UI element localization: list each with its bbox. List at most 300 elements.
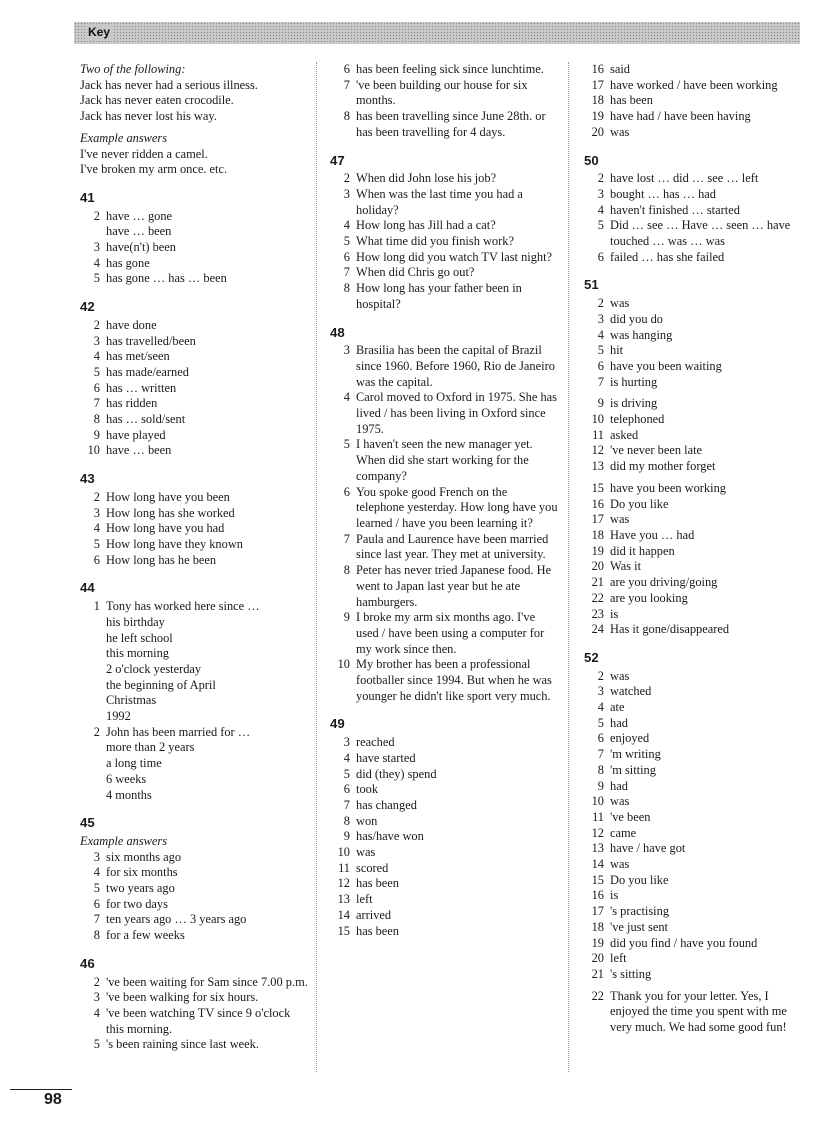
answer-item [330, 876, 558, 892]
answer-text: How long has he been [106, 552, 217, 567]
answer-number: 4 [93, 865, 100, 880]
answer-item [584, 396, 810, 412]
answer-text: has … written [106, 380, 177, 395]
answer-text: 6 weeks [106, 771, 147, 786]
answer-number: 4 [93, 1005, 100, 1020]
answer-text: 've been [610, 809, 651, 824]
answer-number: 3 [93, 990, 100, 1005]
answer-item [584, 62, 810, 78]
answer-number: 7 [597, 747, 604, 762]
answer-item [80, 224, 308, 240]
answer-number: 2 [93, 974, 100, 989]
answer-number: 6 [93, 896, 100, 911]
answer-item [80, 537, 308, 553]
answer-text: My brother has been a professional footballer since 1994. But when he was younger he didn't like sport very much. [356, 657, 552, 703]
answer-item [584, 857, 810, 873]
answer-item [330, 532, 558, 563]
answer-item [584, 904, 810, 920]
answer-text: for two days [106, 896, 168, 911]
answer-text: Thank you for your letter. Yes, I enjoyed the time you spent with me very much. We had some good fun! [610, 988, 787, 1035]
answer-item [584, 951, 810, 967]
answer-number: 10 [591, 412, 604, 427]
answer-item [80, 631, 308, 647]
answer-item [584, 731, 810, 747]
answer-item [330, 234, 558, 250]
answer-text: has gone … has … been [106, 271, 227, 286]
answer-text: 's sitting [610, 966, 652, 981]
answer-item [584, 936, 810, 952]
answer-number: 5 [343, 234, 350, 249]
answer-item [80, 740, 308, 756]
answer-text: came [610, 825, 637, 840]
answer-text: watched [610, 684, 652, 699]
answer-item [330, 782, 558, 798]
answer-text: arrived [356, 907, 392, 922]
answer-line: I've broken my arm once. etc. [80, 162, 228, 177]
answer-item [80, 412, 308, 428]
exercise-number: 46 [80, 955, 95, 971]
answer-item [584, 343, 810, 359]
exercise-instruction: Example answers [80, 833, 168, 848]
answer-item [80, 850, 308, 866]
answer-text: scored [356, 860, 389, 875]
exercise-number: 49 [330, 716, 345, 732]
answer-item [584, 763, 810, 779]
answer-text: Tony has worked here since … [106, 599, 260, 614]
answer-number: 2 [93, 724, 100, 739]
answer-item [80, 1006, 308, 1037]
answer-item [80, 334, 308, 350]
answer-number: 11 [592, 427, 604, 442]
answer-number: 3 [93, 505, 100, 520]
answer-number: 9 [343, 610, 350, 625]
answer-text: haven't finished … started [610, 202, 740, 217]
answer-number [80, 646, 106, 662]
answer-number: 6 [597, 731, 604, 746]
answer-number: 4 [93, 521, 100, 536]
answer-item [584, 873, 810, 889]
answer-item [80, 318, 308, 334]
answer-text: has/have won [356, 829, 424, 844]
answer-item [584, 481, 810, 497]
answer-text: reached [356, 735, 395, 750]
answer-number: 10 [87, 443, 100, 458]
answer-number: 11 [338, 860, 350, 875]
answer-item [584, 428, 810, 444]
answer-number: 8 [343, 813, 350, 828]
answer-text: has … sold/sent [106, 412, 186, 427]
answer-item [584, 826, 810, 842]
answer-item [584, 459, 810, 475]
answer-number: 22 [591, 590, 604, 605]
answer-text: said [610, 62, 630, 76]
answer-text: have had / have been having [610, 109, 751, 124]
answer-item [584, 779, 810, 795]
answer-text: did you find / have you found [610, 935, 758, 950]
answer-text: has met/seen [106, 349, 170, 364]
answer-item [584, 187, 810, 203]
answer-number [80, 693, 106, 709]
answer-text: 've been waiting for Sam since 7.00 p.m. [106, 974, 308, 989]
answer-item [330, 62, 558, 78]
answer-text: has gone [106, 255, 150, 270]
answer-text: have started [356, 750, 416, 765]
answer-item [584, 512, 810, 528]
answer-number [80, 772, 106, 788]
answer-number: 4 [93, 349, 100, 364]
answer-number [80, 740, 106, 756]
answer-item [584, 607, 810, 623]
answer-text: have / have got [610, 841, 686, 856]
exercise-number: 48 [330, 324, 345, 340]
answer-item [330, 892, 558, 908]
answer-item [330, 908, 558, 924]
header-band [74, 22, 800, 44]
answer-item [80, 506, 308, 522]
answer-text: have you been working [610, 480, 726, 495]
answer-number [80, 678, 106, 694]
answer-number: 3 [343, 186, 350, 201]
answer-text: enjoyed [610, 731, 650, 746]
answer-text: are you looking [610, 590, 688, 605]
answer-item [330, 845, 558, 861]
answer-number: 8 [93, 928, 100, 943]
answer-number [80, 615, 106, 631]
answer-number: 3 [93, 240, 100, 255]
answer-text: did (they) spend [356, 766, 437, 781]
answer-text: failed … has she failed [610, 249, 725, 264]
answer-text: for a few weeks [106, 928, 185, 943]
answer-number: 14 [591, 857, 604, 872]
answer-text: have(n't) been [106, 240, 176, 255]
answer-text: have … gone [106, 208, 173, 223]
answer-item [584, 412, 810, 428]
answer-number: 15 [591, 872, 604, 887]
answer-number: 2 [93, 208, 100, 223]
answer-text: Has it gone/disappeared [610, 622, 730, 637]
answer-item [584, 575, 810, 591]
answer-item [584, 125, 810, 141]
page-number-rule [10, 1089, 72, 1090]
answer-text: hit [610, 343, 624, 358]
answer-number: 21 [591, 966, 604, 981]
answer-text: 4 months [106, 787, 152, 802]
answer-item [584, 841, 810, 857]
answer-text: asked [610, 427, 639, 442]
answer-item [330, 798, 558, 814]
answer-item [80, 428, 308, 444]
answer-number: 5 [93, 1037, 100, 1052]
answer-number: 9 [597, 778, 604, 793]
answer-item [330, 109, 558, 140]
answer-number: 5 [93, 271, 100, 286]
answer-number: 2 [597, 668, 604, 683]
answer-item [330, 767, 558, 783]
answer-text: When did Chris go out? [356, 265, 475, 280]
answer-text: How long did you watch TV last night? [356, 249, 553, 264]
answer-text: 've never been late [610, 443, 703, 458]
answer-number: 6 [93, 552, 100, 567]
answer-text: was [356, 845, 376, 860]
answer-text: was [610, 794, 630, 809]
answer-number: 6 [597, 358, 604, 373]
answer-number: 6 [343, 484, 350, 499]
answer-text: was [610, 296, 630, 311]
answer-item [584, 218, 810, 249]
answer-item [80, 646, 308, 662]
answer-number: 8 [93, 412, 100, 427]
answer-text: Do you like [610, 496, 669, 511]
exercise-number: 44 [80, 580, 95, 596]
answer-item [584, 559, 810, 575]
answer-number: 15 [337, 923, 350, 938]
answer-item [584, 684, 810, 700]
answer-item [80, 709, 308, 725]
answer-text: this morning [106, 646, 169, 661]
answer-text: have you been waiting [610, 358, 722, 373]
answer-number: 7 [93, 912, 100, 927]
answer-text: for six months [106, 865, 178, 880]
answer-text: Peter has never tried Japanese food. He went to Japan last year but he ate hamburgers. [356, 563, 552, 609]
answer-number: 20 [591, 124, 604, 139]
answer-text: did it happen [610, 543, 675, 558]
answer-number: 7 [597, 374, 604, 389]
answer-item [330, 751, 558, 767]
answer-number: 10 [591, 794, 604, 809]
answer-text: has been travelling since June 28th. or has been travelling for 4 days. [356, 109, 546, 139]
answer-text: have done [106, 317, 157, 332]
answer-number: 9 [93, 427, 100, 442]
answer-number: 4 [597, 327, 604, 342]
answer-text: How long have they known [106, 536, 243, 551]
answer-item [584, 888, 810, 904]
answer-number: 16 [591, 888, 604, 903]
answer-number: 14 [337, 907, 350, 922]
answer-item [80, 725, 308, 741]
answer-number: 17 [591, 512, 604, 527]
answer-item [80, 553, 308, 569]
answer-number: 20 [591, 951, 604, 966]
answer-line: Jack has never eaten crocodile. [80, 93, 234, 108]
answer-text: has made/earned [106, 364, 189, 379]
answer-number: 18 [591, 527, 604, 542]
answer-item [584, 920, 810, 936]
answer-text: has been [356, 923, 400, 938]
answer-number: 4 [597, 700, 604, 715]
answer-text: a long time [106, 756, 162, 771]
page-number: 98 [44, 1091, 62, 1108]
answer-text: are you driving/going [610, 575, 718, 590]
answer-number: 20 [591, 559, 604, 574]
answer-number: 11 [592, 809, 604, 824]
answer-item [584, 544, 810, 560]
answer-item [80, 990, 308, 1006]
answer-text: I haven't seen the new manager yet. When did she start working for the company? [356, 437, 533, 483]
answer-item [80, 928, 308, 944]
answer-line: Jack has never lost his way. [80, 109, 217, 124]
answer-number: 16 [591, 496, 604, 511]
answer-text: six months ago [106, 849, 182, 864]
answer-number: 2 [93, 317, 100, 332]
answer-number: 3 [597, 311, 604, 326]
answer-text: You spoke good French on the telephone yesterday. How long have you learned / have you been learning it? [356, 484, 558, 530]
answer-number [80, 756, 106, 772]
answer-item [584, 497, 810, 513]
answer-text: have … been [106, 224, 172, 239]
answer-item [80, 881, 308, 897]
answer-item [80, 897, 308, 913]
answer-number: 10 [337, 845, 350, 860]
answer-number: 17 [591, 77, 604, 92]
answer-number: 23 [591, 606, 604, 621]
answer-line: Jack has never had a serious illness. [80, 77, 258, 92]
answer-item [330, 735, 558, 751]
answer-item [584, 109, 810, 125]
answer-text: is [610, 606, 619, 621]
answer-number: 9 [343, 829, 350, 844]
answer-item [330, 250, 558, 266]
answer-number: 2 [597, 171, 604, 186]
answer-number: 7 [343, 265, 350, 280]
answer-item [330, 281, 558, 312]
answer-item [584, 171, 810, 187]
answer-text: he left school [106, 630, 173, 645]
answer-text: won [356, 813, 378, 828]
answer-item [584, 359, 810, 375]
answer-item [584, 622, 810, 638]
answer-item [584, 700, 810, 716]
answer-item [330, 829, 558, 845]
answer-item [584, 810, 810, 826]
answer-item [330, 657, 558, 704]
answer-number [80, 662, 106, 678]
answer-number: 13 [591, 841, 604, 856]
answer-item [330, 563, 558, 610]
answer-text: Brasilia has been the capital of Brazil since 1960. Before 1960, Rio de Janeiro was the capital. [356, 343, 555, 389]
answer-item [330, 171, 558, 187]
answer-text: How long has Jill had a cat? [356, 218, 496, 233]
answer-item [584, 203, 810, 219]
answer-text: took [356, 782, 379, 797]
answer-number: 8 [343, 109, 350, 124]
answer-item [80, 381, 308, 397]
answer-number: 21 [591, 575, 604, 590]
answer-item [330, 861, 558, 877]
answer-text: have … been [106, 443, 172, 458]
answer-number: 7 [343, 77, 350, 92]
answer-number: 4 [343, 750, 350, 765]
answer-text: Paula and Laurence have been married since last year. They met at university. [356, 531, 549, 562]
answer-item [80, 365, 308, 381]
answer-item [330, 485, 558, 532]
answer-number: 4 [93, 255, 100, 270]
answer-item [80, 912, 308, 928]
answer-text: had [610, 778, 628, 793]
answer-item [80, 1037, 308, 1053]
answer-number: 3 [597, 684, 604, 699]
answer-item [584, 747, 810, 763]
answer-number: 17 [591, 904, 604, 919]
answer-text: has been feeling sick since lunchtime. [356, 62, 544, 76]
answer-item [80, 490, 308, 506]
answer-number: 6 [343, 782, 350, 797]
answer-text: 'm writing [610, 747, 661, 762]
answer-number: 8 [343, 563, 350, 578]
answer-number: 1 [93, 599, 100, 614]
answer-text: Christmas [106, 693, 157, 708]
answer-number: 10 [337, 657, 350, 672]
answer-text: left [356, 892, 373, 907]
answer-number: 6 [343, 249, 350, 264]
answer-text: was [610, 124, 630, 139]
answer-item [584, 591, 810, 607]
answer-item [80, 975, 308, 991]
answer-item [584, 669, 810, 685]
answer-item [80, 443, 308, 459]
answer-text: the beginning of April [106, 677, 216, 692]
answer-item [584, 794, 810, 810]
answer-item [80, 271, 308, 287]
answer-number: 4 [597, 202, 604, 217]
answer-text: Was it [610, 559, 642, 574]
answer-text: was [610, 512, 630, 527]
answer-item [330, 437, 558, 484]
answer-number [80, 224, 106, 240]
answer-number: 18 [591, 93, 604, 108]
answer-text: was [610, 668, 630, 683]
answer-text: left [610, 951, 627, 966]
answer-text: 'm sitting [610, 762, 656, 777]
answer-text: Carol moved to Oxford in 1975. She has lived / has been living in Oxford since 1975. [356, 390, 557, 436]
answer-item [80, 521, 308, 537]
answer-number: 22 [591, 988, 604, 1003]
answer-item [584, 93, 810, 109]
answer-item [80, 396, 308, 412]
answer-text: When did John lose his job? [356, 171, 497, 186]
answer-item [80, 599, 308, 615]
answer-number: 5 [343, 437, 350, 452]
answer-number [80, 631, 106, 647]
answer-text: has been [610, 93, 654, 108]
answer-item [80, 209, 308, 225]
answer-number: 24 [591, 622, 604, 637]
answer-text: How long has she worked [106, 505, 235, 520]
answer-number: 9 [597, 396, 604, 411]
answer-item [80, 662, 308, 678]
answer-column-1 [80, 62, 308, 1053]
answer-number: 16 [591, 62, 604, 76]
answer-item [80, 240, 308, 256]
answer-number: 5 [93, 364, 100, 379]
exercise-instruction: Example answers [80, 130, 168, 145]
answer-number: 3 [93, 333, 100, 348]
column-divider [316, 62, 317, 1072]
answer-number: 6 [93, 380, 100, 395]
answer-item [80, 865, 308, 881]
answer-text: 2 o'clock yesterday [106, 661, 202, 676]
answer-text: more than 2 years [106, 740, 195, 755]
answer-text: Have you … had [610, 527, 695, 542]
answer-item [584, 296, 810, 312]
answer-text: ten years ago … 3 years ago [106, 912, 247, 927]
answer-text: did you do [610, 311, 664, 326]
answer-item [584, 328, 810, 344]
answer-text: What time did you finish work? [356, 234, 514, 249]
answer-text: has been [356, 876, 400, 891]
answer-item [80, 693, 308, 709]
answer-text: was [610, 857, 630, 872]
answer-item [584, 528, 810, 544]
